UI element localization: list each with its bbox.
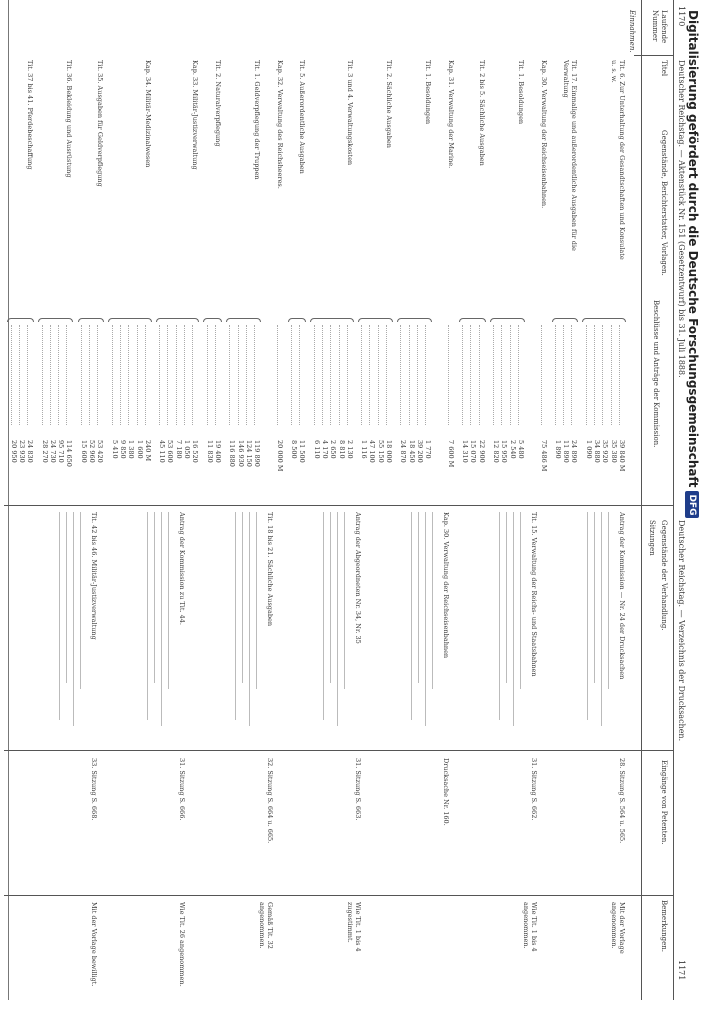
text-line [425,512,426,726]
entry-value: 18 450 [407,440,416,463]
entry-value: 19 400 [214,440,222,463]
entry-value: 20 950 [9,440,18,463]
col-header-remarks: Bemerkungen. [660,900,668,953]
text-line [587,512,588,720]
entry-value: 47 100 [368,440,377,463]
leader-dots [501,325,508,425]
entry-value: 2 650 [329,440,338,459]
entry-value: 23 930 [18,440,26,463]
entry-value: 24 730 [48,440,57,463]
text-line [66,512,67,683]
session-ref: 31. Sitzung S. 662. [530,758,538,821]
entry-value: 95 710 [57,440,66,463]
col-header-petitions: Eingänge von Petenten. [660,760,668,845]
leader-dots [370,325,377,425]
text-line [242,512,243,683]
entry-value: 53 600 [166,440,175,463]
leader-dots [89,325,96,425]
leader-dots [361,325,368,425]
entry-value: 5 480 [517,440,525,459]
text-line [594,512,595,683]
session-ref: 28. Sitzung S. 564 u. 565. [618,758,626,844]
entry-label: Tit. 1. Geldverpflegung der Truppen [253,60,262,180]
entry-label: Tit. 5. Außerordentliche Ausgaben [298,60,307,174]
brace [203,318,222,322]
leader-dots [246,325,253,425]
remark: Wie Tit. 1 bis 4 angenommen. [521,902,538,952]
entry-value: 1 770 [424,440,433,459]
leader-dots [448,325,455,425]
leader-dots [11,325,18,425]
leader-dots [563,325,570,425]
entry-label: Tit. 37 bis 41. Pferdebeschaffung [26,60,35,170]
leader-dots [479,325,486,425]
entry-value: 14 310 [461,440,470,463]
entry-value: 24 890 [570,440,579,463]
section-label: Einnahmen. [628,10,636,53]
entry-value: 45 110 [158,440,167,463]
col-header-subjects: Gegenstände, Berichterstatter, Vorlagen. [660,130,668,276]
entry-value: 35 920 [601,440,610,463]
entry-value: 124 150 [244,440,253,467]
entry-value: 11 830 [205,440,214,463]
entry-label: Tit. 6. Zur Unterhaltung der Gesandtschaften und Konsulate u. s. w. [609,60,626,260]
leader-dots [314,325,321,425]
remark: Mit der Vorlage bewilligt. [90,902,98,987]
session-ref: 31. Sitzung S. 663. [354,758,362,821]
leader-dots [555,325,562,425]
leader-dots [425,325,432,425]
column-separator [4,895,674,896]
entry-value: 1 890 [553,440,562,459]
entry-value: 2 540 [508,440,517,459]
negotiation-text: Tit. 42 bis 46. Militär-Justizverwaltung [90,512,98,640]
leader-dots [409,325,416,425]
entry-label: Kap. 31. Verwaltung der Marine. [446,60,455,169]
leader-dots [493,325,500,425]
entry-value: 7 600 M [446,440,455,468]
entry-value: 119 890 [253,440,262,467]
leader-dots [471,325,478,425]
leader-dots [27,325,34,425]
negotiation-text: Antrag der Kommission zu Tit. 44. [178,512,186,625]
leader-dots [339,325,346,425]
entry-value: 24 830 [26,440,35,463]
entry-value: 22 900 [477,440,486,463]
session-ref: 32. Sitzung S. 664 u. 665. [266,758,274,844]
brace [108,318,152,322]
column-separator [634,55,674,56]
entry-label: Tit. 36. Bekleidung und Ausrüstung [65,60,74,178]
leader-dots [510,325,517,425]
negotiation-text: Kap. 30. Verwaltung der Reichseisenbahnen [442,512,450,659]
entry-value: 5 410 [110,440,119,459]
col-header-number: Laufende Nummer [651,10,668,44]
brace [459,318,486,322]
entry-value: 16 520 [191,440,200,463]
text-line [520,512,521,689]
leader-dots [120,325,127,425]
text-line [235,512,236,720]
brace [397,318,432,322]
leader-dots [184,325,191,425]
entry-value: 35 380 [609,440,618,463]
entry-value: 75 486 M [539,440,548,472]
text-line [59,512,60,720]
leader-dots [277,325,284,425]
text-line [344,512,345,689]
leader-dots [330,325,337,425]
text-line [418,512,419,683]
brace [226,318,261,322]
leader-dots [347,325,354,425]
leader-dots [400,325,407,425]
entry-value: 12 820 [492,440,501,463]
text-line [249,512,250,726]
entry-value: 39 840 M [618,440,626,472]
session-ref: 33. Sitzung S. 668. [90,758,98,821]
leader-dots [176,325,183,425]
entry-value: 1 600 [135,440,144,459]
entry-label: Kap. 30. Verwaltung der Reichseisenbahnen. [539,60,548,209]
entry-label: Kap. 34. Militär-Medizinalwesen [143,60,152,168]
leader-dots [81,325,88,425]
leader-dots [299,325,306,425]
session-ref: Drucksache Nr. 160. [442,758,450,826]
running-head-left: Deutscher Reichstag. — Aktenstück Nr. 151 (Gesetzentwurf) bis 31. Juli 1888. [677,60,686,378]
text-line [323,512,324,720]
entry-label: Kap. 32. Verwaltung des Reichsheeres. [275,60,284,189]
entry-value: 15 070 [469,440,478,463]
entry-value: 1 116 [360,440,369,459]
text-line [154,512,155,683]
col-header-negotiation: Gegenstände der Verhandlung. [660,520,668,631]
entry-value: 1 090 [584,440,593,459]
entry-value: 15 950 [500,440,509,463]
text-line [80,512,81,689]
entry-label: Tit. 2. Sächliche Ausgaben [385,60,394,148]
entry-value: 116 880 [228,440,237,467]
digitization-sidebar [681,0,705,1000]
entry-value: 4 170 [321,440,329,459]
entry-label: Tit. 35. Ausgaben für Geldverpflegung [96,60,105,187]
leader-dots [619,325,626,425]
leader-dots [42,325,49,425]
col-header-decisions: Beschlüsse und Anträge der Kommission. [652,300,660,448]
brace [310,318,354,322]
entry-value: 8 500 [290,440,299,459]
leader-dots [58,325,65,425]
entry-value: 39 200 [416,440,424,463]
entry-value: 240 M [143,440,152,462]
leader-dots [462,325,469,425]
remark: Gemäß Tit. 32 angenommen. [257,902,274,949]
entry-value: 53 420 [96,440,105,463]
brace [7,318,34,322]
leader-dots [229,325,236,425]
entry-value: 7 180 [174,440,183,459]
leader-dots [594,325,601,425]
leader-dots [128,325,135,425]
entry-value: 2 130 [345,440,354,459]
remark: Mit der Vorlage angenommen. [609,902,626,954]
entry-value: 11 890 [562,440,571,463]
entry-value: 6 110 [312,440,321,459]
leader-dots [137,325,144,425]
negotiation-text: Tit. 18 bis 21. Sächliche Ausgaben [266,512,274,627]
col-header-sessions: Sitzungen [648,520,656,556]
leader-dots [541,325,548,425]
brace [288,318,307,322]
text-line [608,512,609,689]
brace [38,318,73,322]
brace [358,318,393,322]
text-line [337,512,338,726]
column-separator [4,750,674,751]
leader-dots [50,325,57,425]
leader-dots [168,325,175,425]
entry-value: 146 930 [236,440,245,467]
running-head-right: Deutscher Reichstag. — Verzeichnis der Drucksachen. [677,520,686,742]
entry-value: 9 850 [119,440,127,459]
entry-value: 114 650 [65,440,74,467]
digitization-notice: Digitalisierung gefördert durch die Deutsche Forschungsgemeinschaft [686,10,700,488]
entry-value: 1 050 [183,440,192,459]
leader-dots [586,325,593,425]
leader-dots [417,325,424,425]
leader-dots [238,325,245,425]
text-line [168,512,169,689]
leader-dots [112,325,119,425]
leader-dots [67,325,74,425]
entry-label: Tit. 1. Besoldungen [517,60,525,125]
leader-dots [19,325,26,425]
entry-value: 28 270 [40,440,49,463]
leader-dots [192,325,199,425]
header-rule [673,0,674,1000]
leader-dots [611,325,618,425]
negotiation-text: Antrag der Kommission — Nr. 24 der Drucksachen [618,512,626,680]
leader-dots [322,325,329,425]
leader-dots [291,325,298,425]
brace [552,318,579,322]
brace [583,318,627,322]
dfg-logo: DFG [686,491,700,518]
remark: Wie Tit. 1 bis 4 zugestimmt. [345,902,362,952]
page-number-left: 1170 [677,6,686,27]
text-line [147,512,148,720]
leader-dots [97,325,104,425]
leader-dots [386,325,393,425]
leader-dots [254,325,261,425]
session-ref: 31. Sitzung S. 666. [178,758,186,821]
leader-dots [572,325,579,425]
entry-value: 55 150 [376,440,385,463]
entry-value: 11 500 [298,440,307,463]
remark: Wie Tit. 26 angenommen. [178,902,186,987]
leader-dots [215,325,222,425]
entry-label: Tit. 2 bis 5. Sächliche Ausgaben [477,60,486,166]
col-header-title: Titel [660,60,668,77]
text-line [330,512,331,683]
entry-value: 15 600 [79,440,88,463]
brace [490,318,525,322]
text-line [73,512,74,726]
entry-label: Tit. 1. Besoldungen [424,60,433,125]
leader-dots [378,325,385,425]
brace [156,318,200,322]
leader-dots [518,325,525,425]
entry-label: Kap. 33. Militär-Justizverwaltung [191,60,200,170]
entry-label: Tit. 2. Naturalverpflegung [214,60,222,147]
leader-dots [159,325,166,425]
text-line [256,512,257,689]
entry-value: 52 960 [88,440,97,463]
column-header-rule [641,0,642,1000]
negotiation-text: Tit. 15. Verwaltung der Reichs- und Staatsbahnen [530,512,538,677]
entry-value: 34 880 [593,440,602,463]
text-line [499,512,500,720]
negotiation-text: Antrag der Abgeordneten Nr. 34, Nr. 35 [354,512,362,644]
text-line [432,512,433,689]
page-number-right: 1171 [677,960,686,981]
entry-value: 1 380 [127,440,136,459]
entry-label: Tit. 3 und 4. Verwaltungskosten [345,60,354,166]
text-line [411,512,412,720]
text-line [506,512,507,683]
leader-dots [207,325,214,425]
leader-dots [602,325,609,425]
column-separator [4,505,674,506]
entry-value: 24 870 [399,440,408,463]
entry-value: 20 000 M [275,440,284,472]
brace [78,318,105,322]
text-line [161,512,162,726]
leader-dots [145,325,152,425]
text-line [513,512,514,726]
text-line [601,512,602,726]
entry-label: Tit. 17. Einmalige und außerordentliche Ausgaben für die Verwaltung [562,60,579,251]
entry-value: 18 000 [385,440,394,463]
entry-value: 8 810 [337,440,346,459]
